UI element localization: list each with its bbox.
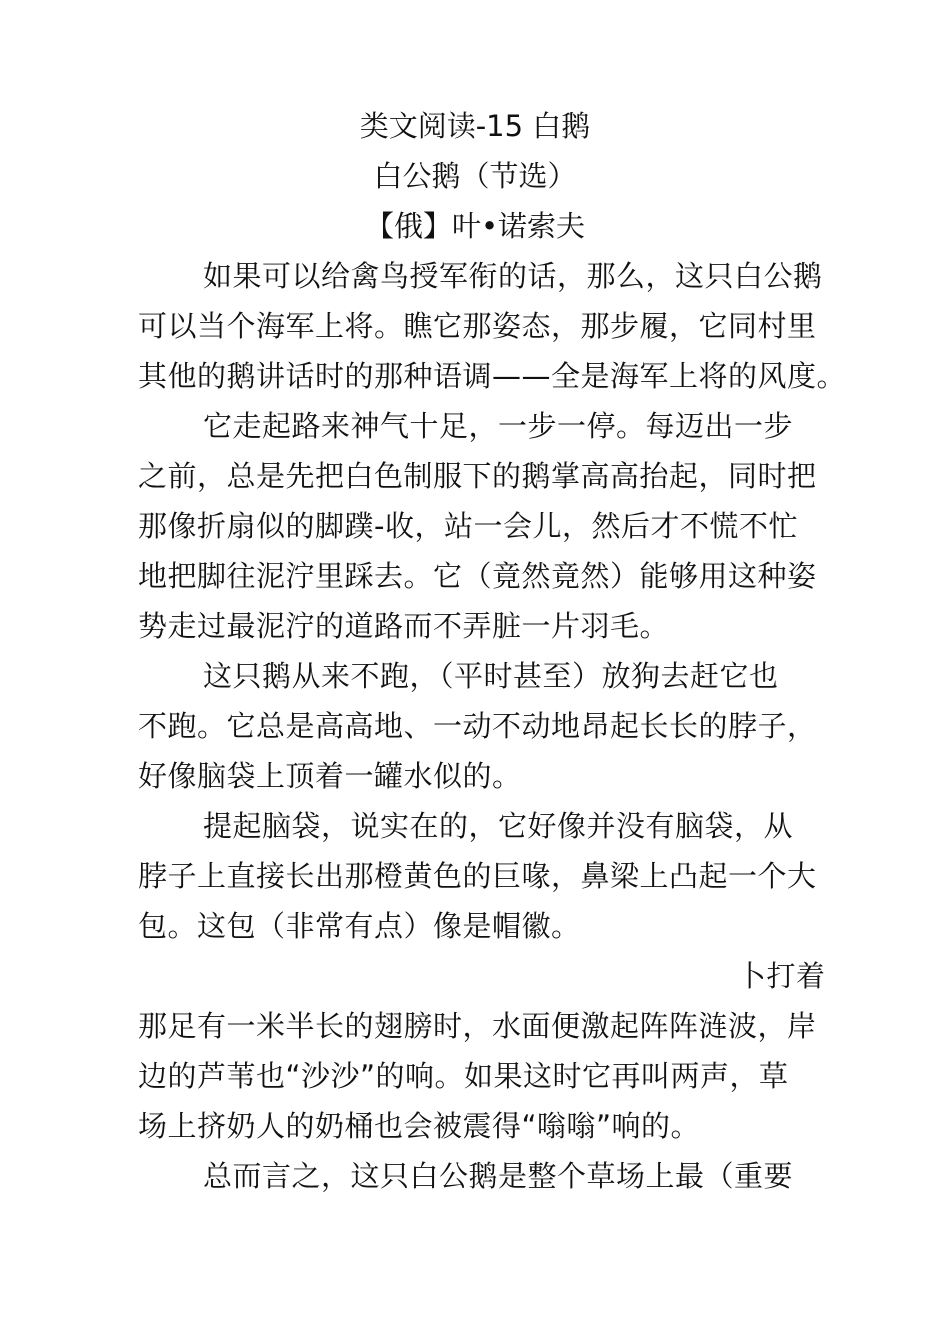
text-line: 脖子上直接长出那橙黄色的巨喙，鼻梁上凸起一个大 xyxy=(138,859,817,893)
text-line: 提起脑袋，说实在的，它好像并没有脑袋，从 xyxy=(203,809,794,843)
text-line: 势走过最泥泞的道路而不弄脏一片羽毛。 xyxy=(138,609,670,643)
text-line: 之前，总是先把白色制服下的鹅掌高高抬起，同时把 xyxy=(138,459,817,493)
text-line: 它走起路来神气十足，一步一停。每迈出一步 xyxy=(203,409,794,443)
document-title: 类文阅读-15 白鹅 xyxy=(359,109,591,143)
text-line: 可以当个海军上将。瞧它那姿态，那步履，它同村里 xyxy=(138,309,817,343)
text-line: 那像折扇似的脚蹼-收，站一会儿，然后才不慌不忙 xyxy=(138,509,798,543)
text-line: 好像脑袋上顶着一罐水似的。 xyxy=(138,759,522,793)
text-line: 不跑。它总是高高地、一动不动地昂起长长的脖子， xyxy=(138,709,817,743)
text-line: 其他的鹅讲话时的那种语调——全是海军上将的风度。 xyxy=(138,359,847,393)
text-line: 场上挤奶人的奶桶也会被震得“嗡嗡”响的。 xyxy=(138,1109,701,1143)
document-author: 【俄】叶•诺索夫 xyxy=(364,209,586,243)
text-line: 边的芦苇也“沙沙”的响。如果这时它再叫两声，草 xyxy=(138,1059,789,1093)
text-line: 如果可以给禽鸟授军衔的话，那么，这只白公鹅 xyxy=(203,259,823,293)
text-line: 这只鹅从来不跑，（平时甚至）放狗去赶它也 xyxy=(203,659,779,693)
text-line: 包。这包（非常有点）像是帽徽。 xyxy=(138,909,581,943)
text-line: 地把脚往泥泞里踩去。它（竟然竟然）能够用这种姿 xyxy=(138,559,817,593)
text-line: 那足有一米半长的翅膀时，水面便激起阵阵涟波，岸 xyxy=(138,1009,817,1043)
text-line: 总而言之，这只白公鹅是整个草场上最（重要 xyxy=(203,1159,794,1193)
text-line: 卜打着 xyxy=(737,959,826,993)
document-subtitle: 白公鹅（节选） xyxy=(373,159,577,193)
